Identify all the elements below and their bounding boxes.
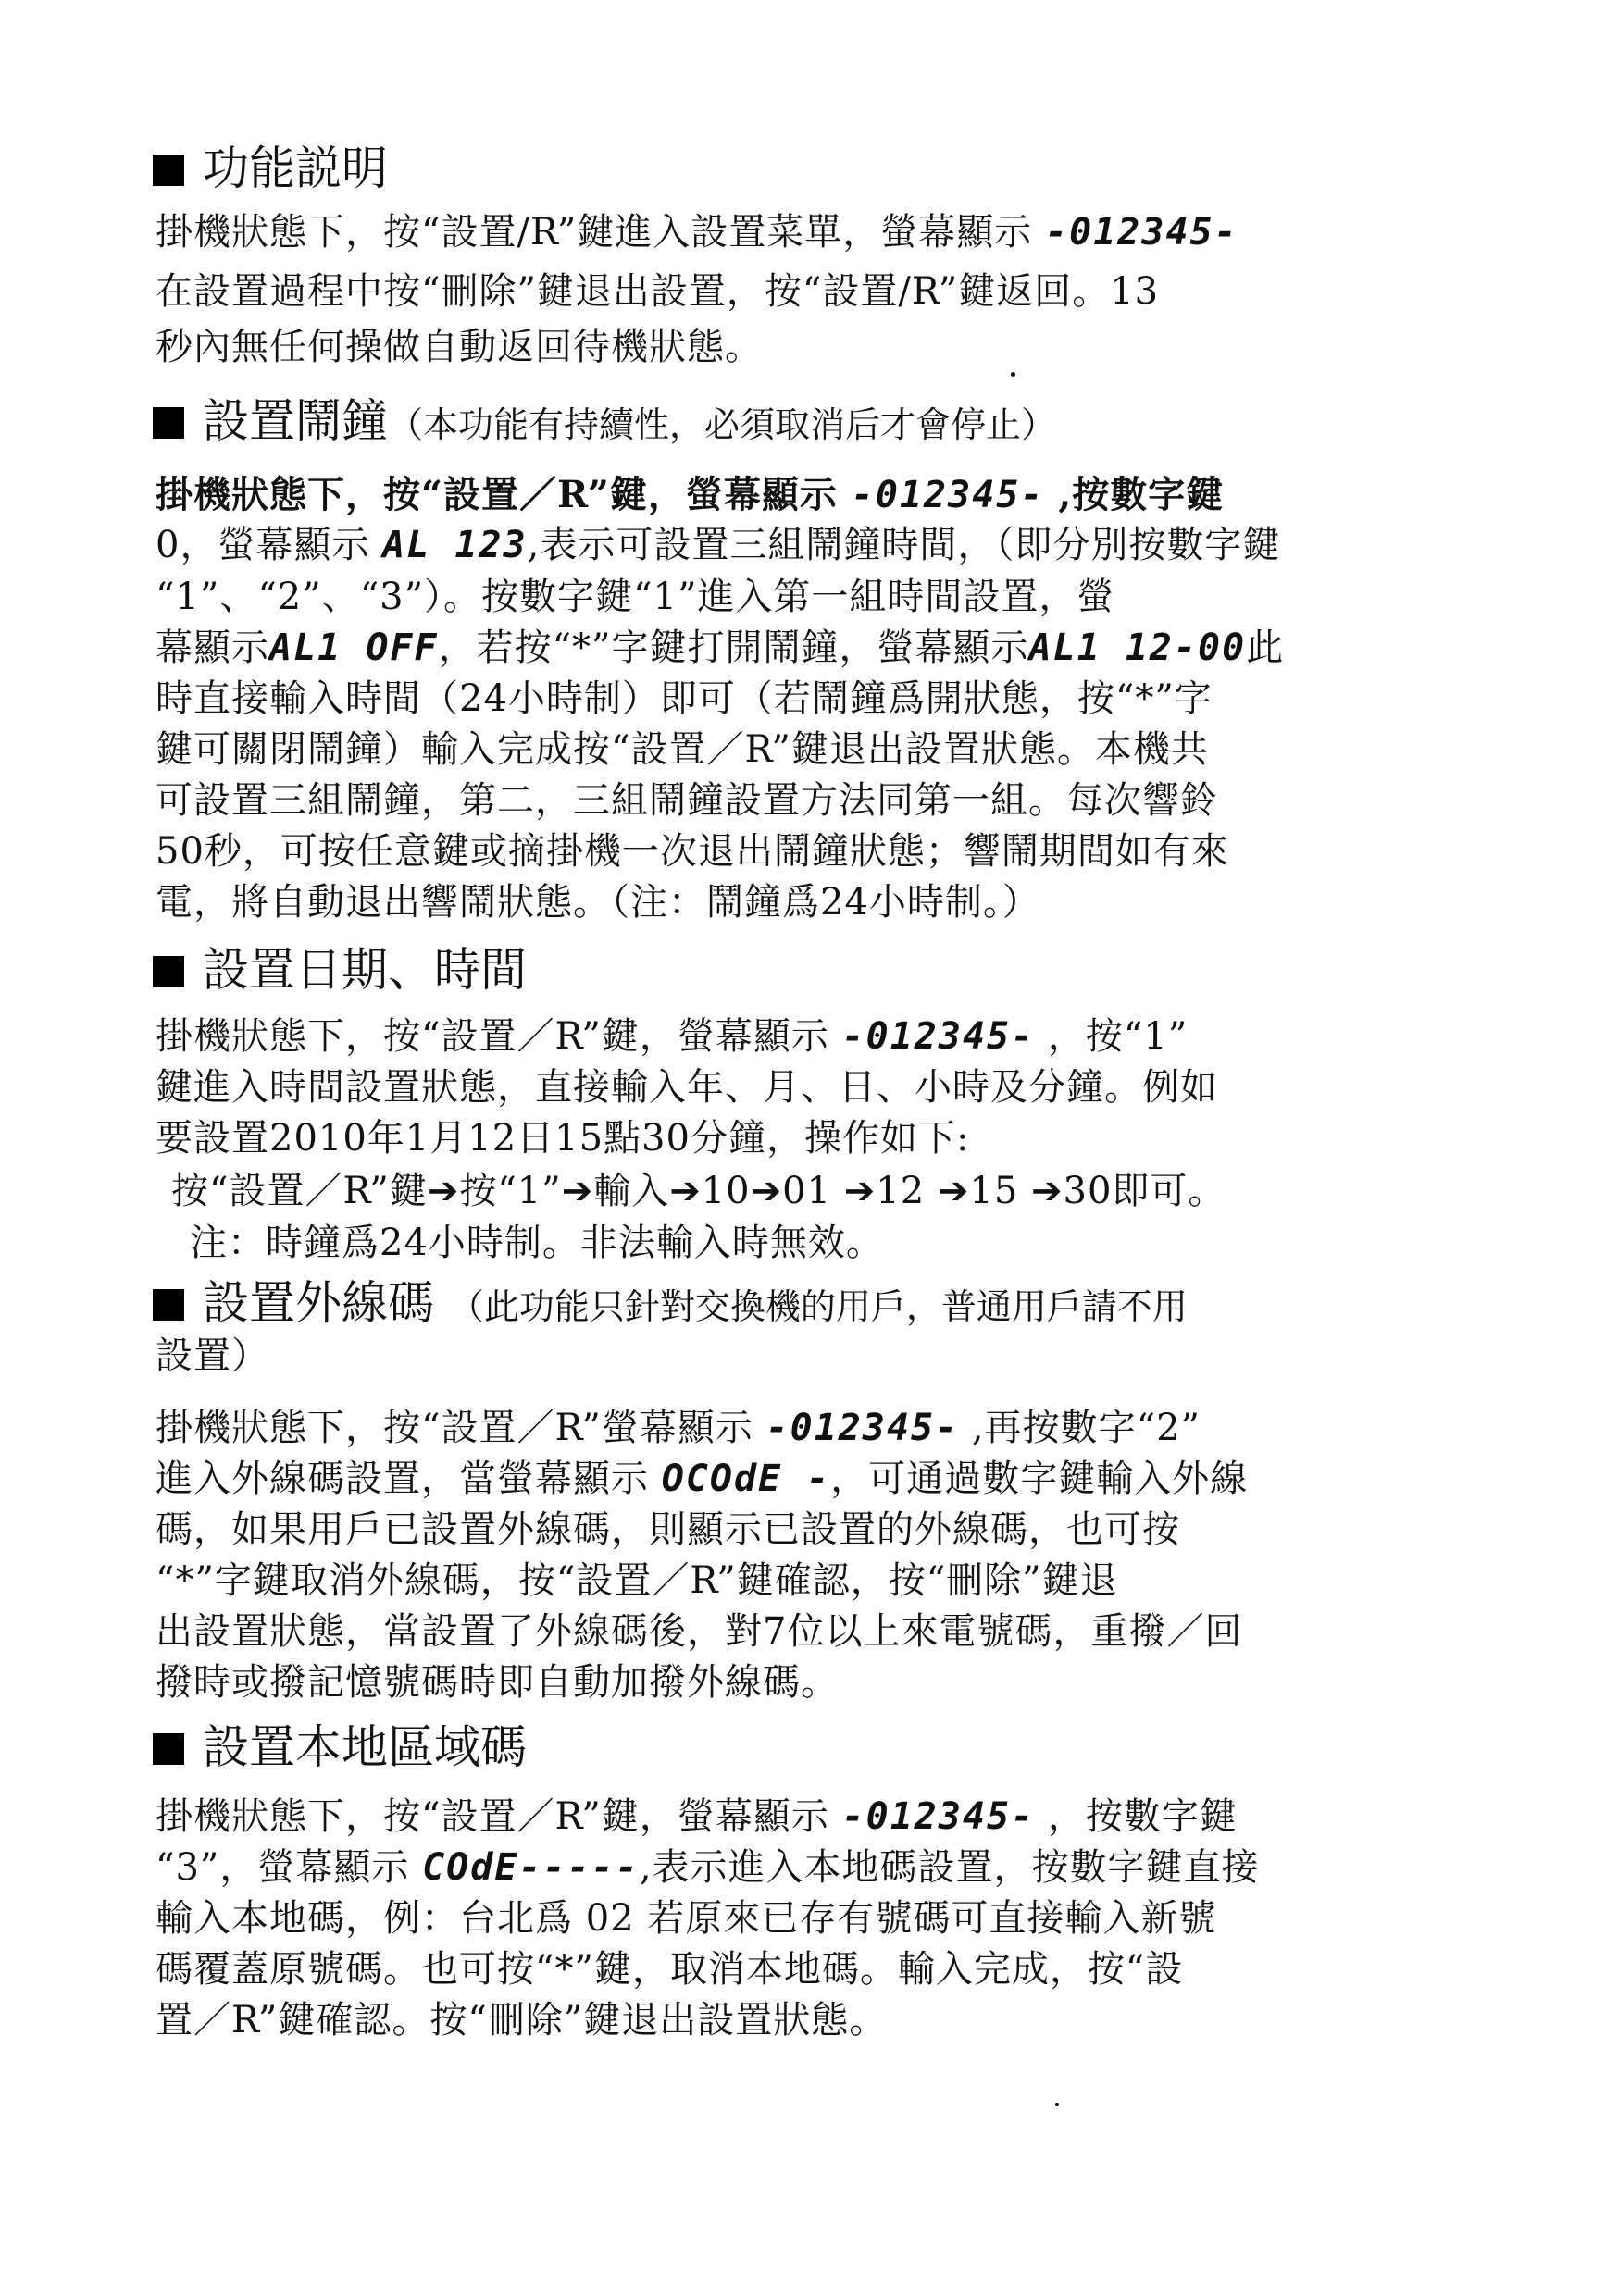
paragraph-line: 進入外線碼設置，當螢幕顯示 OCOdE -，可通過數字鍵輸入外線: [156, 1458, 1249, 1500]
paragraph-line: “*”字鍵取消外線碼，按“設置／R”鍵確認，按“刪除”鍵退: [156, 1559, 1118, 1602]
paragraph-line: 掛機狀態下，按“設置／R”鍵，螢幕顯示 -012345- ，按數字鍵: [156, 1795, 1238, 1838]
square-bullet-icon: [153, 1289, 184, 1321]
square-bullet-icon: [153, 956, 184, 987]
square-bullet-icon: [153, 1733, 184, 1765]
paragraph-line: 碼覆蓋原號碼。也可按“*”鍵，取消本地碼。輸入完成，按“設: [156, 1948, 1184, 1991]
paragraph-line: 掛機狀態下，按“設置／R”螢幕顯示 -012345- ,再按數字“2”: [156, 1407, 1201, 1449]
speck-mark: [1055, 2103, 1059, 2106]
paragraph-line: 掛機狀態下，按“設置／R”鍵，螢幕顯示 -012345- ,按數字鍵: [156, 473, 1225, 516]
paragraph-line: 0，螢幕顯示 AL 123,表示可設置三組鬧鐘時間，（即分別按數字鍵: [156, 524, 1281, 566]
paragraph-line: 50秒，可按任意鍵或摘掛機一次退出鬧鐘狀態；響鬧期間如有來: [156, 830, 1229, 873]
paragraph-line: 秒內無任何操做自動返回待機狀態。: [156, 326, 763, 368]
lcd-display-text: -012345-: [841, 1015, 1036, 1058]
speck-mark: [1011, 372, 1015, 377]
paragraph-line: 時直接輸入時間（24小時制）即可（若鬧鐘爲開狀態，按“*”字: [156, 677, 1213, 720]
paragraph-line: 電，將自動退出響鬧狀態。（注：鬧鐘爲24小時制。）: [156, 881, 1040, 924]
paragraph-line: 設置）: [156, 1334, 269, 1377]
lcd-display-text: COdE-----: [422, 1846, 640, 1889]
paragraph-line: 要設置2010年1月12日15點30分鐘，操作如下:: [156, 1117, 970, 1160]
section-heading-date-time: 設置日期、時間: [153, 942, 527, 998]
paragraph-line: 鍵進入時間設置狀態，直接輸入年、月、日、小時及分鐘。例如: [156, 1066, 1218, 1109]
paragraph-line: 鍵可關閉鬧鐘）輸入完成按“設置／R”鍵退出設置狀態。本機共: [156, 728, 1209, 771]
paragraph-line: 幕顯示AL1 OFF，若按“*”字鍵打開鬧鐘，螢幕顯示AL1 12-00此: [156, 627, 1285, 669]
lcd-display-text: -012345-: [851, 474, 1045, 516]
paragraph-line: 掛機狀態下，按“設置/R”鍵進入設置菜單，螢幕顯示 -012345-: [156, 211, 1238, 254]
paragraph-line: “3”，螢幕顯示 COdE-----,表示進入本地碼設置，按數字鍵直接: [156, 1846, 1260, 1889]
section-heading-outside-line-code: 設置外線碼 （此功能只針對交換機的用戶，普通用戶請不用: [153, 1275, 1188, 1334]
square-bullet-icon: [153, 155, 184, 186]
paragraph-line: 掛機狀態下，按“設置／R”鍵，螢幕顯示 -012345- ，按“1”: [156, 1015, 1189, 1058]
paragraph-line: 輸入本地碼，例：台北爲 02 若原來已存有號碼可直接輸入新號: [156, 1897, 1217, 1940]
lcd-display-text: AL1 12-00: [1028, 627, 1247, 669]
lcd-display-text: AL 123: [382, 524, 528, 566]
paragraph-line: 撥時或撥記憶號碼時即自動加撥外線碼。: [156, 1661, 839, 1704]
square-bullet-icon: [153, 407, 184, 439]
paragraph-line: 按“設置／R”鍵➔按“1”➔輸入➔10➔01 ➔12 ➔15 ➔30即可。: [171, 1170, 1226, 1212]
paragraph-line: 碼，如果用戶已設置外線碼，則顯示已設置的外線碼，也可按: [156, 1508, 1180, 1551]
paragraph-line: 在設置過程中按“刪除”鍵退出設置，按“設置/R”鍵返回。13: [156, 270, 1160, 313]
lcd-display-text: -012345-: [765, 1407, 960, 1449]
section-heading-function: 功能説明: [153, 141, 388, 196]
lcd-display-text: -012345-: [1045, 211, 1238, 254]
paragraph-line: “1”、“2”、“3”）。按數字鍵“1”進入第一組時間設置，螢: [156, 576, 1115, 618]
paragraph-line: 置／R”鍵確認。按“刪除”鍵退出設置狀態。: [156, 1999, 888, 2042]
lcd-display-text: AL1 OFF: [269, 627, 439, 669]
paragraph-line: 出設置狀態，當設置了外線碼後，對7位以上來電號碼，重撥／回: [156, 1610, 1243, 1653]
section-heading-local-area-code: 設置本地區域碼: [153, 1719, 527, 1775]
section-heading-alarm: 設置鬧鐘（本功能有持續性，必須取消后才會停止）: [153, 393, 1056, 453]
paragraph-line: 可設置三組鬧鐘，第二，三組鬧鐘設置方法同第一組。每次響鈴: [156, 779, 1218, 822]
lcd-display-text: OCOdE -: [661, 1458, 831, 1500]
lcd-display-text: -012345-: [841, 1795, 1036, 1838]
paragraph-line: 注：時鐘爲24小時制。非法輸入時無效。: [190, 1222, 884, 1264]
